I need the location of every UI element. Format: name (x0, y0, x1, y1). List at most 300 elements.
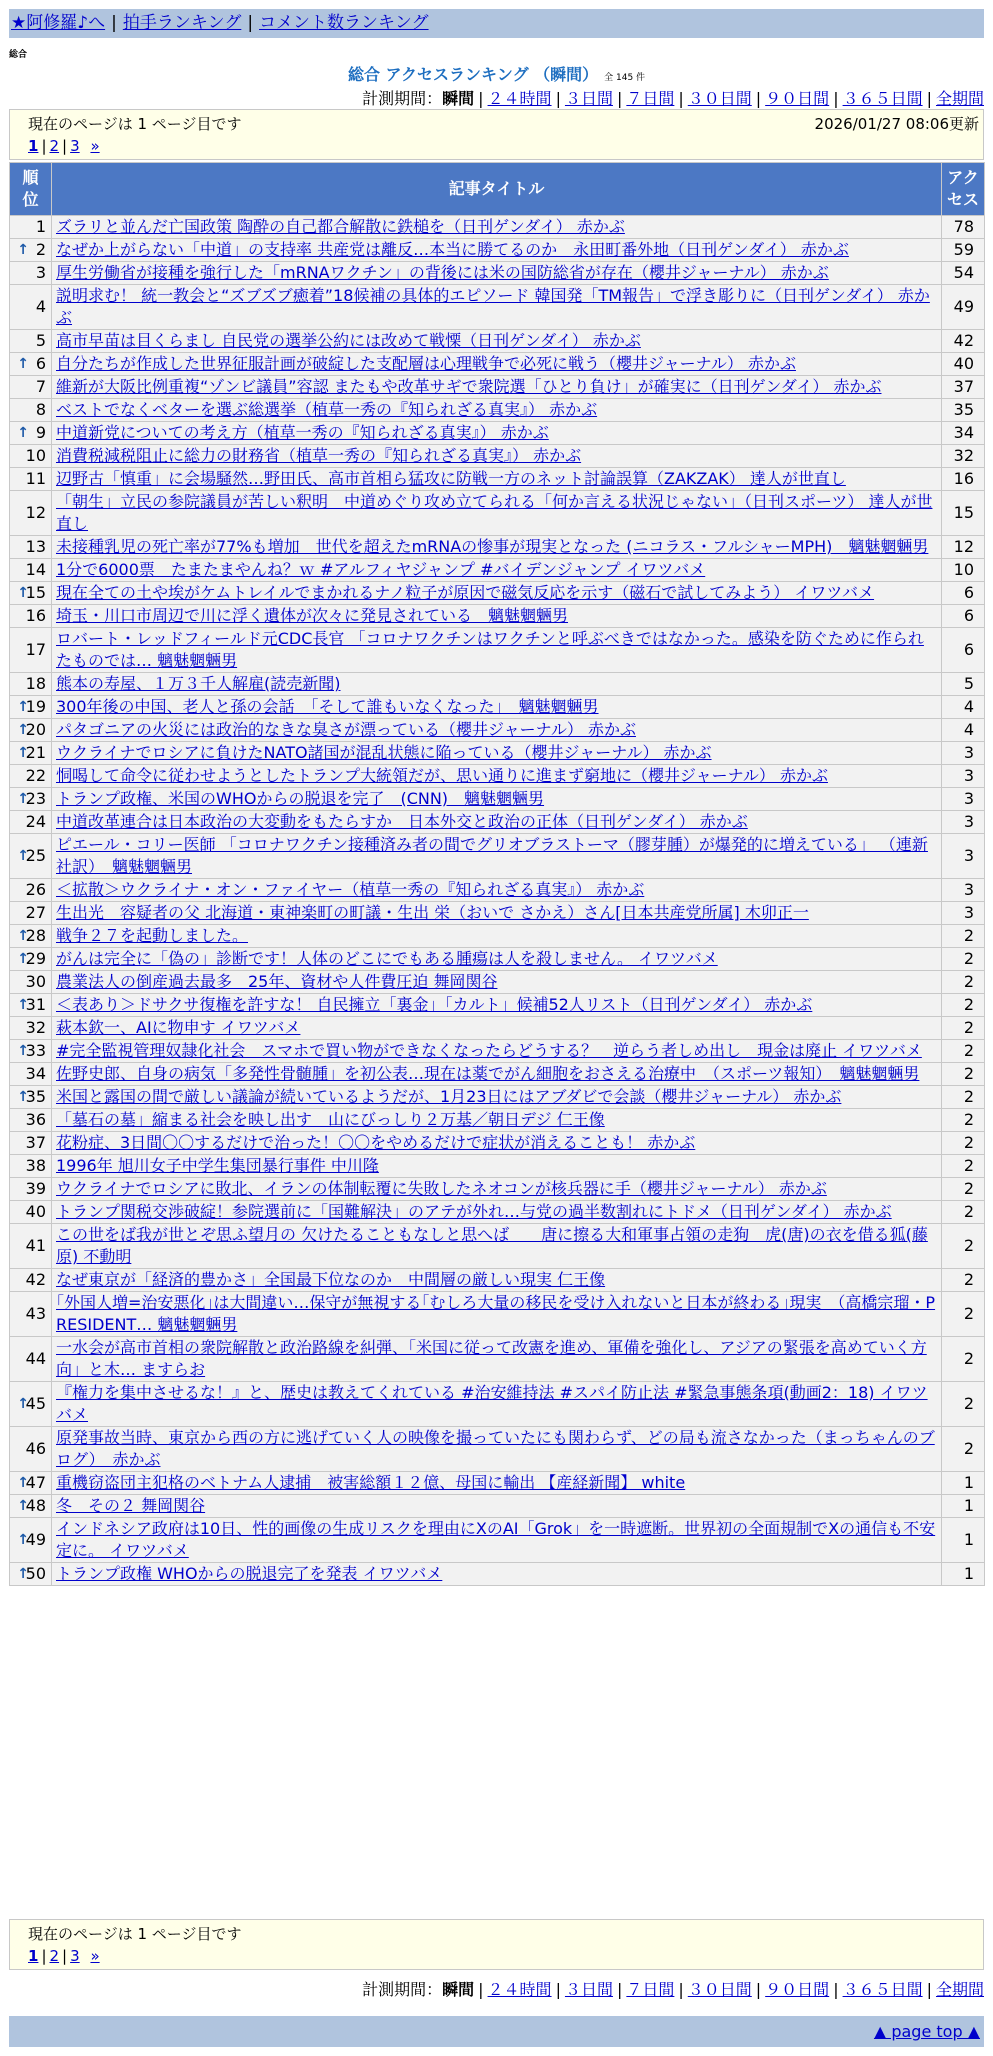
period-link-24h-bottom[interactable]: ２４時間 (487, 1980, 552, 1999)
rank-cell (10, 1269, 52, 1292)
table-row (10, 696, 985, 719)
article-title-link[interactable]: 300年後の中国、老人と孫の会話 「そして誰もいなくなった」 魑魅魍魎男 (56, 697, 599, 716)
rank-cell (10, 948, 52, 971)
table-row (10, 605, 985, 628)
table-row (10, 673, 985, 696)
table-row (10, 216, 985, 239)
period-link-90d-bottom[interactable]: ９０日間 (765, 1980, 830, 1999)
rank-number: 47 (25, 1473, 46, 1492)
article-title-link[interactable]: 重機窃盗団主犯格のベトナム人逮捕 被害総額１２億、母国に輸出 【産経新聞】 white (56, 1473, 686, 1492)
access-count: 10 (942, 559, 985, 582)
article-title-link[interactable]: 1分で6000票 たまたまやんね？ｗ #アルフィヤジャンプ #バイデンジャンプ イワツバメ (56, 560, 706, 579)
rank-number: 38 (25, 1156, 46, 1175)
paging-status-bottom: 現在のページは 1 ページ目です (28, 1925, 242, 1943)
rank-cell (10, 925, 52, 948)
title-cell (52, 1063, 942, 1086)
title-cell (52, 216, 942, 239)
rank-cell (10, 399, 52, 422)
article-title-link[interactable]: ベストでなくベターを選ぶ総選挙（植草一秀の『知られざる真実』） 赤かぶ (56, 400, 598, 419)
table-row (10, 1472, 985, 1495)
table-row (10, 1201, 985, 1224)
access-count: 1 (942, 1563, 985, 1586)
title-cell (52, 1109, 942, 1132)
table-row (10, 330, 985, 353)
table-row (10, 285, 985, 330)
article-title-link[interactable]: 維新が大阪比例重複“ゾンビ議員”容認 またもや改革サギで衆院選「ひとり負け」が確実に（日刊ゲンダイ） 赤かぶ (56, 377, 882, 396)
rank-number: 3 (35, 263, 46, 282)
rank-number: 49 (25, 1530, 46, 1549)
rank-number: 11 (25, 469, 46, 488)
period-link-30d[interactable]: ３０日間 (687, 89, 752, 108)
rank-up-arrow-icon: ↑ (17, 1396, 29, 1412)
table-row (10, 1178, 985, 1201)
access-count: 5 (942, 673, 985, 696)
table-row (10, 1109, 985, 1132)
article-title-link[interactable]: 生出光 容疑者の父 北海道・東神楽町の町議・生出 栄（おいで さかえ）さん[日本共産党所属] 木卯正一 (56, 903, 809, 922)
header-count: アクセス (942, 163, 985, 216)
article-title-link[interactable]: 中道新党についての考え方（植草一秀の『知られざる真実』） 赤かぶ (56, 423, 549, 442)
rank-number: 30 (25, 972, 46, 991)
title-cell (52, 605, 942, 628)
rank-cell (10, 1382, 52, 1427)
period-link-3d[interactable]: ３日間 (564, 89, 613, 108)
table-header-row (10, 163, 985, 216)
title-cell (52, 742, 942, 765)
article-title-link[interactable]: 戦争２７を起動しました。 (56, 926, 249, 945)
access-count: 12 (942, 536, 985, 559)
rank-cell (10, 1063, 52, 1086)
top-nav-bar (9, 9, 984, 38)
rank-cell (10, 1472, 52, 1495)
title-cell (52, 971, 942, 994)
rank-cell (10, 879, 52, 902)
title-cell (52, 1269, 942, 1292)
rank-cell (10, 1201, 52, 1224)
rank-number: 46 (25, 1439, 46, 1458)
access-count: 2 (942, 1178, 985, 1201)
rank-up-arrow-icon: ↑ (17, 1043, 29, 1059)
rank-cell (10, 1563, 52, 1586)
rank-up-arrow-icon: ↑ (17, 791, 29, 807)
rank-cell (10, 445, 52, 468)
article-title-link[interactable]: 厚生労働省が接種を強行した「mRNAワクチン」の背後には米の国防総省が存在（櫻井ジャーナル） 赤かぶ (56, 263, 829, 282)
table-row (10, 536, 985, 559)
rank-number: 9 (35, 423, 46, 442)
title-cell (52, 262, 942, 285)
title-cell (52, 468, 942, 491)
rank-number: 26 (25, 880, 46, 899)
rank-number: 5 (35, 331, 46, 350)
article-title-link[interactable]: 自分たちが作成した世界征服計画が破綻した支配層は心理戦争で必死に戦う（櫻井ジャーナル） 赤かぶ (56, 354, 796, 373)
title-cell (52, 765, 942, 788)
rank-number: 17 (25, 640, 46, 659)
rank-up-arrow-icon: ↑ (17, 425, 29, 441)
article-title-link[interactable]: なぜ東京が「経済的豊かさ」全国最下位なのか 中間層の厳しい現実 仁王像 (56, 1270, 606, 1289)
rank-cell (10, 1109, 52, 1132)
rank-up-arrow-icon: ↑ (17, 1566, 29, 1582)
rank-number: 36 (25, 1110, 46, 1129)
title-cell (52, 285, 942, 330)
rank-number: 32 (25, 1018, 46, 1037)
page-link-2-bottom[interactable]: 2 (49, 1947, 60, 1965)
table-row (10, 879, 985, 902)
table-row (10, 1563, 985, 1586)
rank-up-arrow-icon: ↑ (17, 848, 29, 864)
article-title-link[interactable]: トランプ関税交渉破綻！参院選前に「国難解決」のアテが外れ…与党の過半数割れにトドメ（日刊ゲンダイ） 赤かぶ (56, 1202, 892, 1221)
article-title-link[interactable]: ウクライナでロシアに負けたNATO諸国が混乱状態に陥っている（櫻井ジャーナル） 赤かぶ (56, 743, 712, 762)
access-count: 1 (942, 1472, 985, 1495)
article-title-link[interactable]: 辺野古「慎重」に会場騒然…野田氏、高市首相ら猛攻に防戦一方のネット討論誤算（ZAKZAK） 達人が世直し (56, 469, 846, 488)
paging-status: 現在のページは 1 ページ目です (28, 115, 242, 133)
article-title-link[interactable]: 萩本欽一、AIに物申す イワツバメ (56, 1018, 301, 1037)
rank-number: 12 (25, 503, 46, 522)
access-count: 2 (942, 925, 985, 948)
rank-cell (10, 239, 52, 262)
rank-number: 1 (35, 217, 46, 236)
rank-number: 16 (25, 606, 46, 625)
table-row (10, 971, 985, 994)
article-title-link[interactable]: インドネシア政府は10日、性的画像の生成リスクを理由にXのAI「Grok」を一時遮断。世界初の全面規制でXの通信も不安定に。 イワツバメ (56, 1519, 936, 1560)
article-title-link[interactable]: ピエール・コリー医師 「コロナワクチン接種済み者の間でグリオブラストーマ（膠芽腫）が爆発的に増えている」 （連新社訳） 魑魅魍魎男 (56, 835, 928, 876)
access-count: 49 (942, 285, 985, 330)
rank-up-arrow-icon: ↑ (17, 997, 29, 1013)
page-next-link-bottom[interactable]: » (90, 1947, 100, 1965)
rank-number: 6 (35, 354, 46, 373)
access-count: 2 (942, 1017, 985, 1040)
article-title-link[interactable]: 現在全ての土や埃がケムトレイルでまかれるナノ粒子が原因で磁気反応を示す（磁石で試してみよう） イワツバメ (56, 583, 875, 602)
page-link-3-bottom[interactable]: 3 (70, 1947, 80, 1965)
rank-cell (10, 536, 52, 559)
title-cell (52, 925, 942, 948)
page-heading (0, 62, 993, 85)
access-count: 2 (942, 1382, 985, 1427)
page-link-current-bottom[interactable]: 1 (28, 1947, 39, 1965)
rank-cell (10, 834, 52, 879)
period-current: 瞬間 (442, 89, 475, 108)
rank-cell (10, 1427, 52, 1472)
access-count: 3 (942, 879, 985, 902)
rank-number: 43 (25, 1304, 46, 1323)
table-row (10, 1495, 985, 1518)
rank-cell (10, 788, 52, 811)
period-link-365d-bottom[interactable]: ３６５日間 (842, 1980, 923, 1999)
table-row (10, 353, 985, 376)
rank-number: 27 (25, 903, 46, 922)
article-title-link[interactable]: なぜか上がらない「中道」の支持率 共産党は離反…本当に勝てるのか 永田町番外地（日刊ゲンダイ） 赤かぶ (56, 240, 849, 259)
page-link-2[interactable]: 2 (49, 137, 60, 155)
table-row (10, 1155, 985, 1178)
rank-up-arrow-icon: ↑ (17, 722, 29, 738)
access-count: 35 (942, 399, 985, 422)
period-selector-bottom: 計測期間：瞬間 | ２４時間 | ３日間 | ７日間 | ３０日間 | ９０日間 | ３６５日間 | 全期間 (362, 1980, 984, 1999)
rank-number: 35 (25, 1087, 46, 1106)
article-title-link[interactable]: 高市早苗は目くらまし 自民党の選挙公約には改めて戦慄（日刊ゲンダイ） 赤かぶ (56, 331, 641, 350)
rank-cell (10, 994, 52, 1017)
article-title-link[interactable]: 未接種乳児の死亡率が77%も増加 世代を超えたmRNAの惨事が現実となった (ニコラス・フルシャーMPH) 魑魅魍魎男 (56, 537, 929, 556)
article-title-link[interactable]: 恫喝して命令に従わせようとしたトランプ大統領だが、思い通りに進まず窮地に（櫻井ジャーナル） 赤かぶ (56, 766, 828, 785)
title-cell (52, 376, 942, 399)
title-cell (52, 948, 942, 971)
article-title-link[interactable]: ＜拡散＞ウクライナ・オン・ファイヤー（植草一秀の『知られざる真実』） 赤かぶ (56, 880, 645, 899)
page-top-link[interactable]: ▲ page top ▲ (873, 2022, 980, 2041)
access-count: 3 (942, 788, 985, 811)
title-cell (52, 1563, 942, 1586)
page-link-current[interactable]: 1 (28, 137, 39, 155)
rank-cell (10, 742, 52, 765)
rank-cell (10, 330, 52, 353)
rank-number: 37 (25, 1133, 46, 1152)
article-title-link[interactable]: 原発事故当時、東京から西の方に逃げていく人の映像を撮っていたにも関わらず、どの局も流さなかった（まっちゃんのブログ） 赤かぶ (56, 1428, 935, 1469)
article-title-link[interactable]: パタゴニアの火災には政治的なきな臭さが漂っている（櫻井ジャーナル） 赤かぶ (56, 720, 636, 739)
table-row (10, 1382, 985, 1427)
title-cell (52, 1017, 942, 1040)
title-cell (52, 879, 942, 902)
rank-number: 10 (25, 446, 46, 465)
table-row (10, 948, 985, 971)
title-cell (52, 1292, 942, 1337)
rank-cell (10, 468, 52, 491)
title-cell (52, 673, 942, 696)
article-title-link[interactable]: ウクライナでロシアに敗北、イランの体制転覆に失敗したネオコンが核兵器に手（櫻井ジャーナル） 赤かぶ (56, 1179, 827, 1198)
title-cell (52, 696, 942, 719)
rank-cell (10, 1086, 52, 1109)
title-cell (52, 1155, 942, 1178)
rank-number: 31 (25, 995, 46, 1014)
rank-cell (10, 1337, 52, 1382)
table-row (10, 765, 985, 788)
article-title-link[interactable]: 一水会が高市首相の衆院解散と政治路線を糾弾、「米国に従って改憲を進め、軍備を強化し、アジアの緊張を高めていく方向」と木… ますらお (56, 1338, 927, 1379)
rank-cell (10, 1132, 52, 1155)
rank-number: 4 (35, 297, 46, 316)
nav-separator: | (111, 13, 117, 33)
period-link-24h[interactable]: ２４時間 (487, 89, 552, 108)
table-row (10, 1017, 985, 1040)
access-count: 2 (942, 1427, 985, 1472)
period-current-bottom: 瞬間 (442, 1980, 475, 1999)
title-cell (52, 559, 942, 582)
article-title-link[interactable]: がんは完全に「偽の」診断です！人体のどこにでもある腫瘍は人を殺しません。 イワツバメ (56, 949, 718, 968)
title-cell (52, 1132, 942, 1155)
table-row (10, 262, 985, 285)
article-title-link[interactable]: 「朝生」立民の参院議員が苦しい釈明 中道めぐり攻め立てられる「何か言える状況じゃない」（日刊スポーツ） 達人が世直し (56, 492, 933, 533)
rank-number: 22 (25, 766, 46, 785)
title-cell (52, 445, 942, 468)
table-row (10, 468, 985, 491)
title-cell (52, 719, 942, 742)
nav-separator: | (247, 13, 254, 33)
access-count: 2 (942, 1040, 985, 1063)
title-cell (52, 811, 942, 834)
table-row (10, 1086, 985, 1109)
access-count: 3 (942, 742, 985, 765)
access-count: 6 (942, 605, 985, 628)
title-cell (52, 1495, 942, 1518)
table-row (10, 422, 985, 445)
rank-number: 7 (35, 377, 46, 396)
title-cell (52, 399, 942, 422)
access-count: 2 (942, 948, 985, 971)
access-count: 37 (942, 376, 985, 399)
period-link-3d-bottom[interactable]: ３日間 (564, 1980, 613, 1999)
title-cell (52, 1086, 942, 1109)
access-count: 2 (942, 1155, 985, 1178)
article-title-link[interactable]: 農業法人の倒産過去最多 25年、資材や人件費圧迫 舞岡関谷 (56, 972, 498, 991)
article-title-link[interactable]: 「墓石の墓」縮まる社会を映し出す 山にびっしり２万基／朝日デジ 仁王像 (56, 1110, 605, 1129)
rank-number: 14 (25, 560, 46, 579)
title-cell (52, 788, 942, 811)
access-count: 2 (942, 1063, 985, 1086)
rank-up-arrow-icon: ↑ (17, 1475, 29, 1491)
paging-box-bottom (9, 1919, 984, 1970)
period-link-7d[interactable]: ７日間 (626, 89, 675, 108)
access-count: 2 (942, 971, 985, 994)
period-link-all[interactable]: 全期間 (935, 89, 984, 108)
rank-cell (10, 719, 52, 742)
page-title: 総合 アクセスランキング （瞬間） (347, 65, 599, 84)
article-title-link[interactable]: ズラリと並んだ亡国政策 陶酔の自己都合解散に鉄槌を（日刊ゲンダイ） 赤かぶ (56, 217, 625, 236)
access-count: 78 (942, 216, 985, 239)
header-rank: 順位 (10, 163, 52, 216)
access-count: 2 (942, 994, 985, 1017)
paging-box-top (9, 109, 984, 160)
table-row (10, 1518, 985, 1563)
access-count: 2 (942, 1224, 985, 1269)
access-count: 2 (942, 1086, 985, 1109)
article-title-link[interactable]: トランプ政権 WHOからの脱退完了を発表 イワツバメ (56, 1564, 443, 1583)
access-count: 2 (942, 1269, 985, 1292)
title-cell (52, 1178, 942, 1201)
access-count: 4 (942, 719, 985, 742)
page-next-link[interactable]: » (90, 137, 100, 155)
rank-up-arrow-icon: ↑ (17, 585, 29, 601)
article-title-link[interactable]: ｢外国人増=治安悪化｣は大間違い…保守が無視する｢むしろ大量の移民を受け入れないと日本が終わる｣現実 （高橋宗瑠・PRESIDENT… 魑魅魍魎男 (56, 1293, 936, 1334)
access-count: 16 (942, 468, 985, 491)
access-count: 40 (942, 353, 985, 376)
title-cell (52, 834, 942, 879)
rank-cell (10, 1224, 52, 1269)
access-count: 6 (942, 628, 985, 673)
period-link-30d-bottom[interactable]: ３０日間 (687, 1980, 752, 1999)
rank-number: 33 (25, 1041, 46, 1060)
access-count: 3 (942, 811, 985, 834)
title-cell (52, 902, 942, 925)
rank-up-arrow-icon: ↑ (17, 745, 29, 761)
title-cell (52, 1224, 942, 1269)
article-title-link[interactable]: ロバート・レッドフィールド元CDC長官 「コロナワクチンはワクチンと呼ぶべきではなかった。感染を防ぐために作られたものでは… 魑魅魍魎男 (56, 629, 924, 670)
access-count: 34 (942, 422, 985, 445)
period-selector-top: 計測期間：瞬間 | ２４時間 | ３日間 | ７日間 | ３０日間 | ９０日間 | ３６５日間 | 全期間 (362, 89, 984, 108)
period-link-all-bottom[interactable]: 全期間 (935, 1980, 984, 1999)
comment-ranking-link[interactable]: コメント数ランキング (259, 13, 429, 33)
title-cell (52, 582, 942, 605)
home-link[interactable]: ★阿修羅♪へ (11, 13, 106, 33)
rank-number: 28 (25, 926, 46, 945)
title-cell (52, 422, 942, 445)
rank-cell (10, 902, 52, 925)
rank-cell (10, 971, 52, 994)
rank-cell (10, 262, 52, 285)
access-count: 3 (942, 765, 985, 788)
article-title-link[interactable]: 冬 その２ 舞岡関谷 (56, 1496, 206, 1515)
rank-number: 39 (25, 1179, 46, 1198)
rank-up-arrow-icon: ↑ (17, 1532, 29, 1548)
table-row (10, 742, 985, 765)
article-title-link[interactable]: トランプ政権、米国のWHOからの脱退を完了 (CNN) 魑魅魍魎男 (56, 789, 545, 808)
rank-up-arrow-icon: ↑ (17, 1498, 29, 1514)
table-row (10, 1040, 985, 1063)
ranking-table (9, 162, 985, 1586)
rank-cell (10, 216, 52, 239)
rank-cell (10, 1155, 52, 1178)
article-title-link[interactable]: 中道改革連合は日本政治の大変動をもたらすか 日本外交と政治の正体（日刊ゲンダイ） 赤かぶ (56, 812, 748, 831)
rank-number: 21 (25, 743, 46, 762)
rank-number: 42 (25, 1270, 46, 1289)
article-title-link[interactable]: 消費税減税阻止に総力の財務省（植草一秀の『知られざる真実』） 赤かぶ (56, 446, 582, 465)
article-title-link[interactable]: 埼玉・川口市周辺で川に浮く遺体が次々に発見されている 魑魅魍魎男 (56, 606, 569, 625)
rank-cell (10, 285, 52, 330)
article-title-link[interactable]: 1996年 旭川女子中学生集団暴行事件 中川隆 (56, 1156, 379, 1175)
pagination: 1 | 2 | 3 » (28, 137, 100, 155)
rank-cell (10, 1040, 52, 1063)
period-label-bottom: 計測期間： (362, 1980, 443, 1999)
article-title-link[interactable]: 『権力を集中させるな！』と、歴史は教えてくれている #治安維持法 #スパイ防止法 #緊急事態条項(動画2：18) イワツバメ (56, 1383, 928, 1424)
table-row (10, 559, 985, 582)
period-link-7d-bottom[interactable]: ７日間 (626, 1980, 675, 1999)
access-count: 6 (942, 582, 985, 605)
title-cell (52, 1382, 942, 1427)
table-row (10, 1132, 985, 1155)
article-title-link[interactable]: #完全監視管理奴隷化社会 スマホで買い物ができなくなったらどうする？ 逆らう者しめ出し 現金は廃止 イワツバメ (56, 1041, 922, 1060)
period-link-365d[interactable]: ３６５日間 (842, 89, 923, 108)
article-title-link[interactable]: 熊本の寿屋、１万３千人解雇(読売新聞) (56, 674, 341, 693)
access-count: 54 (942, 262, 985, 285)
total-count: 全 145 件 (604, 73, 646, 83)
title-cell (52, 628, 942, 673)
table-row (10, 399, 985, 422)
article-title-link[interactable]: 花粉症、3日間〇〇するだけで治った！〇〇をやめるだけで症状が消えることも！ 赤かぶ (56, 1133, 696, 1152)
article-title-link[interactable]: ＜表あり＞ドサクサ復権を許すな！ 自民擁立「裏金」「カルト」候補52人リスト（日刊ゲンダイ） 赤かぶ (56, 995, 813, 1014)
rank-number: 40 (25, 1202, 46, 1221)
rank-cell (10, 582, 52, 605)
pagination-bottom: 1 | 2 | 3 » (28, 1947, 100, 1965)
article-title-link[interactable]: 説明求む！ 統一教会と“ズブズブ癒着”18候補の具体的エピソード 韓国発「TM報告」で浮き彫りに（日刊ゲンダイ） 赤かぶ (56, 286, 930, 327)
article-title-link[interactable]: 佐野史郎、自身の病気「多発性骨髄腫」を初公表…現在は薬でがん細胞をおさえる治療中 （スポーツ報知） 魑魅魍魎男 (56, 1064, 920, 1083)
table-row (10, 925, 985, 948)
rank-number: 45 (25, 1394, 46, 1413)
table-row (10, 719, 985, 742)
rank-cell (10, 696, 52, 719)
rank-up-arrow-icon: ↑ (17, 242, 29, 258)
article-title-link[interactable]: この世をば我が世とぞ思ふ望月の 欠けたることもなしと思へば 唐に擦る大和軍事占領の走狗 虎(唐)の衣を借る狐(藤原) 不動明 (56, 1225, 928, 1266)
table-row (10, 811, 985, 834)
rank-number: 2 (35, 240, 46, 259)
title-cell (52, 1427, 942, 1472)
period-label: 計測期間： (362, 89, 443, 108)
rank-up-arrow-icon: ↑ (17, 928, 29, 944)
rank-cell (10, 673, 52, 696)
rank-number: 24 (25, 812, 46, 831)
access-count: 2 (942, 1132, 985, 1155)
table-row (10, 1337, 985, 1382)
article-title-link[interactable]: 米国と露国の間で厳しい議論が続いているようだが、1月23日にはアブダビで会談（櫻井ジャーナル） 赤かぶ (56, 1087, 842, 1106)
rank-number: 20 (25, 720, 46, 739)
updated-timestamp: 2026/01/27 08:06更新 (814, 115, 979, 133)
applause-ranking-link[interactable]: 拍手ランキング (122, 13, 242, 33)
title-cell (52, 491, 942, 536)
rank-cell (10, 422, 52, 445)
page-link-3[interactable]: 3 (70, 137, 80, 155)
period-link-90d[interactable]: ９０日間 (765, 89, 830, 108)
